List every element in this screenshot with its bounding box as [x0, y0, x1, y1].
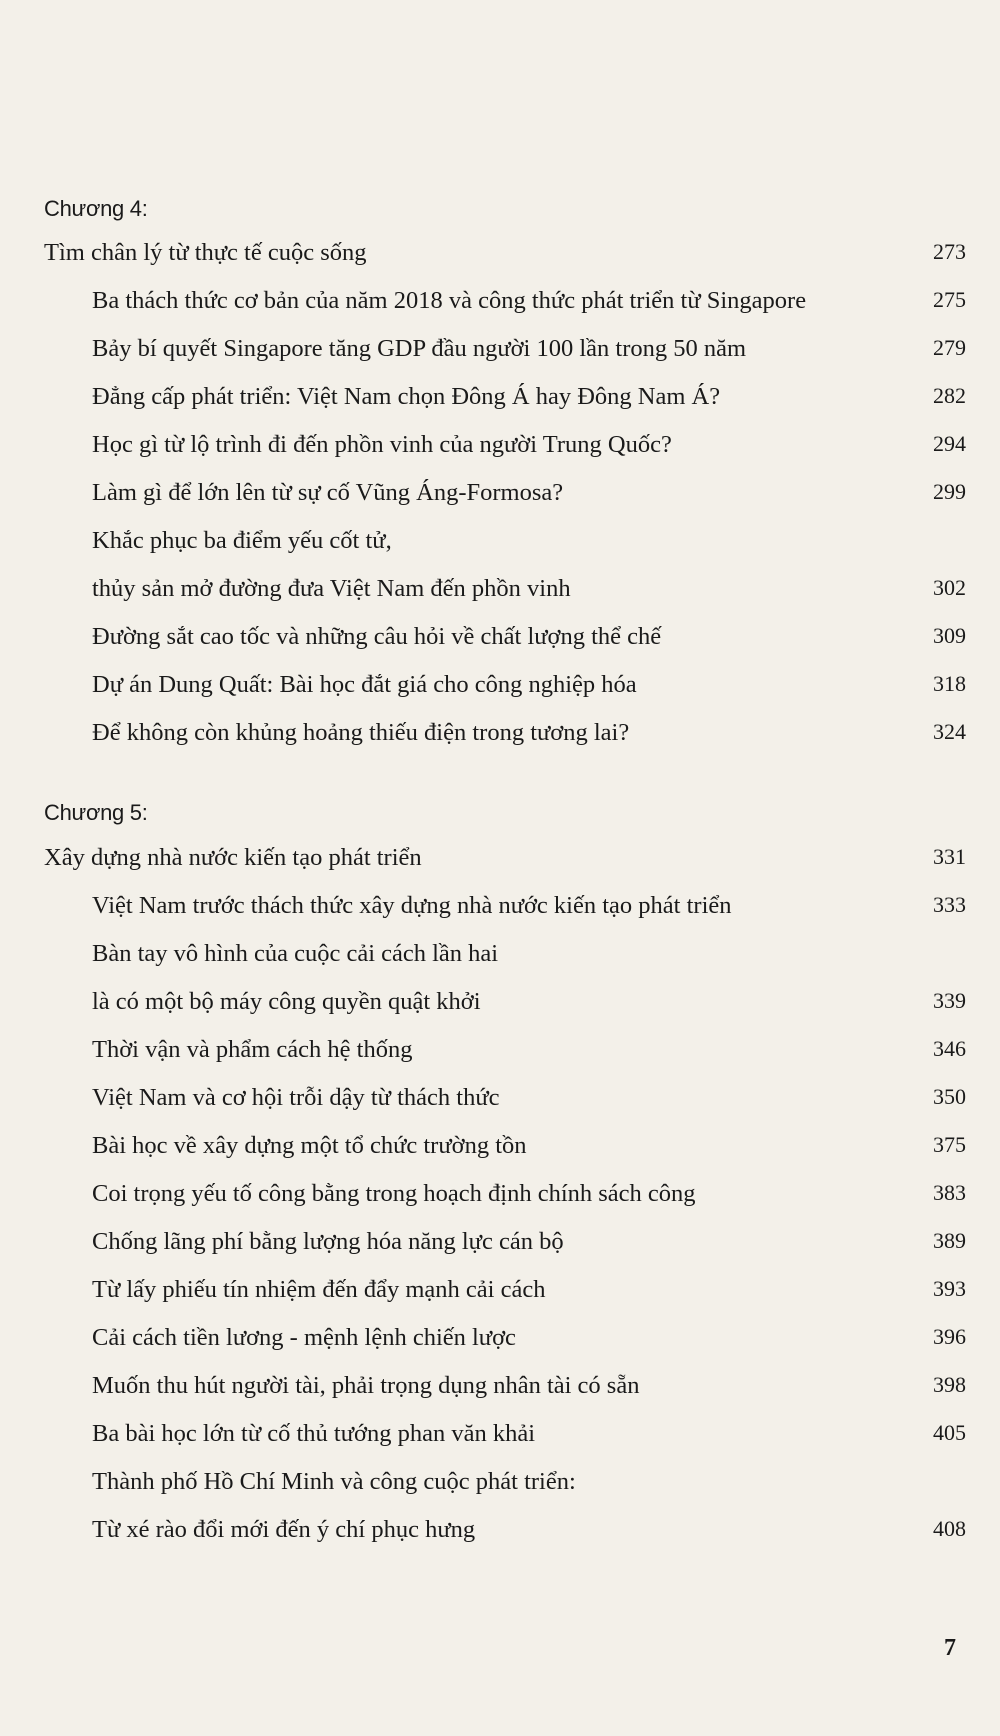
toc-entry	[0, 481, 1000, 521]
chapter-title: Tìm chân lý từ thực tế cuộc sống	[44, 239, 367, 266]
page-ref: 389	[933, 1228, 966, 1253]
toc-entry	[0, 894, 1000, 934]
toc-entry	[0, 1038, 1000, 1078]
entry-title: Thời vận và phẩm cách hệ thống	[92, 1036, 413, 1063]
entry-title: Chống lãng phí bằng lượng hóa năng lực cán bộ	[92, 1228, 564, 1255]
page-ref: 282	[933, 383, 966, 408]
page-ref: 302	[933, 575, 966, 600]
toc-entry	[0, 1230, 1000, 1270]
toc-entry	[0, 433, 1000, 473]
entry-title: Từ xé rào đổi mới đến ý chí phục hưng	[92, 1516, 476, 1543]
toc-entry	[0, 289, 1000, 329]
toc-entry	[0, 1278, 1000, 1318]
toc-entry	[0, 1374, 1000, 1414]
toc-entry	[0, 673, 1000, 713]
page-ref: 331	[933, 844, 966, 869]
entry-title: Cải cách tiền lương - mệnh lệnh chiến lược	[92, 1324, 516, 1351]
page-ref: 375	[933, 1132, 966, 1157]
toc-entry	[0, 1326, 1000, 1366]
page-number: 7	[944, 1635, 956, 1661]
page-ref: 318	[933, 671, 966, 696]
page-ref: 398	[933, 1372, 966, 1397]
page-ref: 309	[933, 623, 966, 648]
page-ref: 383	[933, 1180, 966, 1205]
entry-title: Khắc phục ba điểm yếu cốt tử,	[92, 527, 392, 554]
page-ref: 396	[933, 1324, 966, 1349]
page-ref: 350	[933, 1084, 966, 1109]
chapter-5-heading	[0, 846, 1000, 886]
toc-entry	[0, 1086, 1000, 1126]
toc-entry	[0, 1182, 1000, 1222]
entry-title: Bảy bí quyết Singapore tăng GDP đầu người 100 lần trong 50 năm	[92, 335, 747, 362]
chapter-title: Xây dựng nhà nước kiến tạo phát triển	[44, 844, 422, 871]
entry-title: Để không còn khủng hoảng thiếu điện trong tương lai?	[92, 719, 630, 746]
toc-entry	[0, 625, 1000, 665]
entry-title: Dự án Dung Quất: Bài học đắt giá cho công nghiệp hóa	[92, 671, 637, 698]
chapter-4-label: Chương 4:	[44, 196, 148, 221]
page-ref: 333	[933, 892, 966, 917]
entry-title: Bàn tay vô hình của cuộc cải cách lần hai	[92, 940, 499, 967]
toc-entry	[0, 577, 1000, 617]
entry-title: Ba bài học lớn từ cố thủ tướng phan văn khải	[92, 1420, 536, 1447]
entry-title: Đẳng cấp phát triển: Việt Nam chọn Đông Á hay Đông Nam Á?	[92, 383, 721, 410]
entry-title: là có một bộ máy công quyền quật khởi	[92, 988, 481, 1015]
entry-title: Thành phố Hồ Chí Minh và công cuộc phát triển:	[92, 1468, 576, 1495]
entry-title: Bài học về xây dựng một tổ chức trường tồn	[92, 1132, 527, 1159]
entry-title: Muốn thu hút người tài, phải trọng dụng nhân tài có sẵn	[92, 1372, 640, 1399]
page-ref: 299	[933, 479, 966, 504]
entry-title: Đường sắt cao tốc và những câu hỏi về chất lượng thể chế	[92, 623, 662, 650]
toc-entry	[0, 337, 1000, 377]
page-ref: 294	[933, 431, 966, 456]
entry-title: Coi trọng yếu tố công bằng trong hoạch định chính sách công	[92, 1180, 696, 1207]
entry-title: Học gì từ lộ trình đi đến phồn vinh của người Trung Quốc?	[92, 431, 672, 458]
chapter-4-heading	[0, 241, 1000, 281]
toc-entry	[0, 529, 1000, 569]
entry-title: Ba thách thức cơ bản của năm 2018 và công thức phát triển từ Singapore	[92, 287, 807, 314]
page-ref: 393	[933, 1276, 966, 1301]
toc-entry	[0, 1470, 1000, 1510]
toc-entry	[0, 942, 1000, 982]
page-ref: 405	[933, 1420, 966, 1445]
toc-entry	[0, 1134, 1000, 1174]
entry-title: Việt Nam và cơ hội trỗi dậy từ thách thức	[92, 1084, 500, 1111]
entry-title: Từ lấy phiếu tín nhiệm đến đẩy mạnh cải cách	[92, 1276, 546, 1303]
toc-entry	[0, 1422, 1000, 1462]
entry-title: Việt Nam trước thách thức xây dựng nhà nước kiến tạo phát triển	[92, 892, 732, 919]
page-ref: 324	[933, 719, 966, 744]
toc-entry	[0, 721, 1000, 761]
toc-entry	[0, 1518, 1000, 1558]
entry-title: thủy sản mở đường đưa Việt Nam đến phồn vinh	[92, 575, 571, 602]
toc-entry	[0, 990, 1000, 1030]
page-ref: 408	[933, 1516, 966, 1541]
entry-title: Làm gì để lớn lên từ sự cố Vũng Áng-Formosa?	[92, 479, 564, 506]
page-ref: 279	[933, 335, 966, 360]
page-ref: 273	[933, 239, 966, 264]
toc-entry	[0, 385, 1000, 425]
chapter-5-label: Chương 5:	[44, 800, 148, 825]
page-ref: 339	[933, 988, 966, 1013]
page-ref: 275	[933, 287, 966, 312]
page-ref: 346	[933, 1036, 966, 1061]
